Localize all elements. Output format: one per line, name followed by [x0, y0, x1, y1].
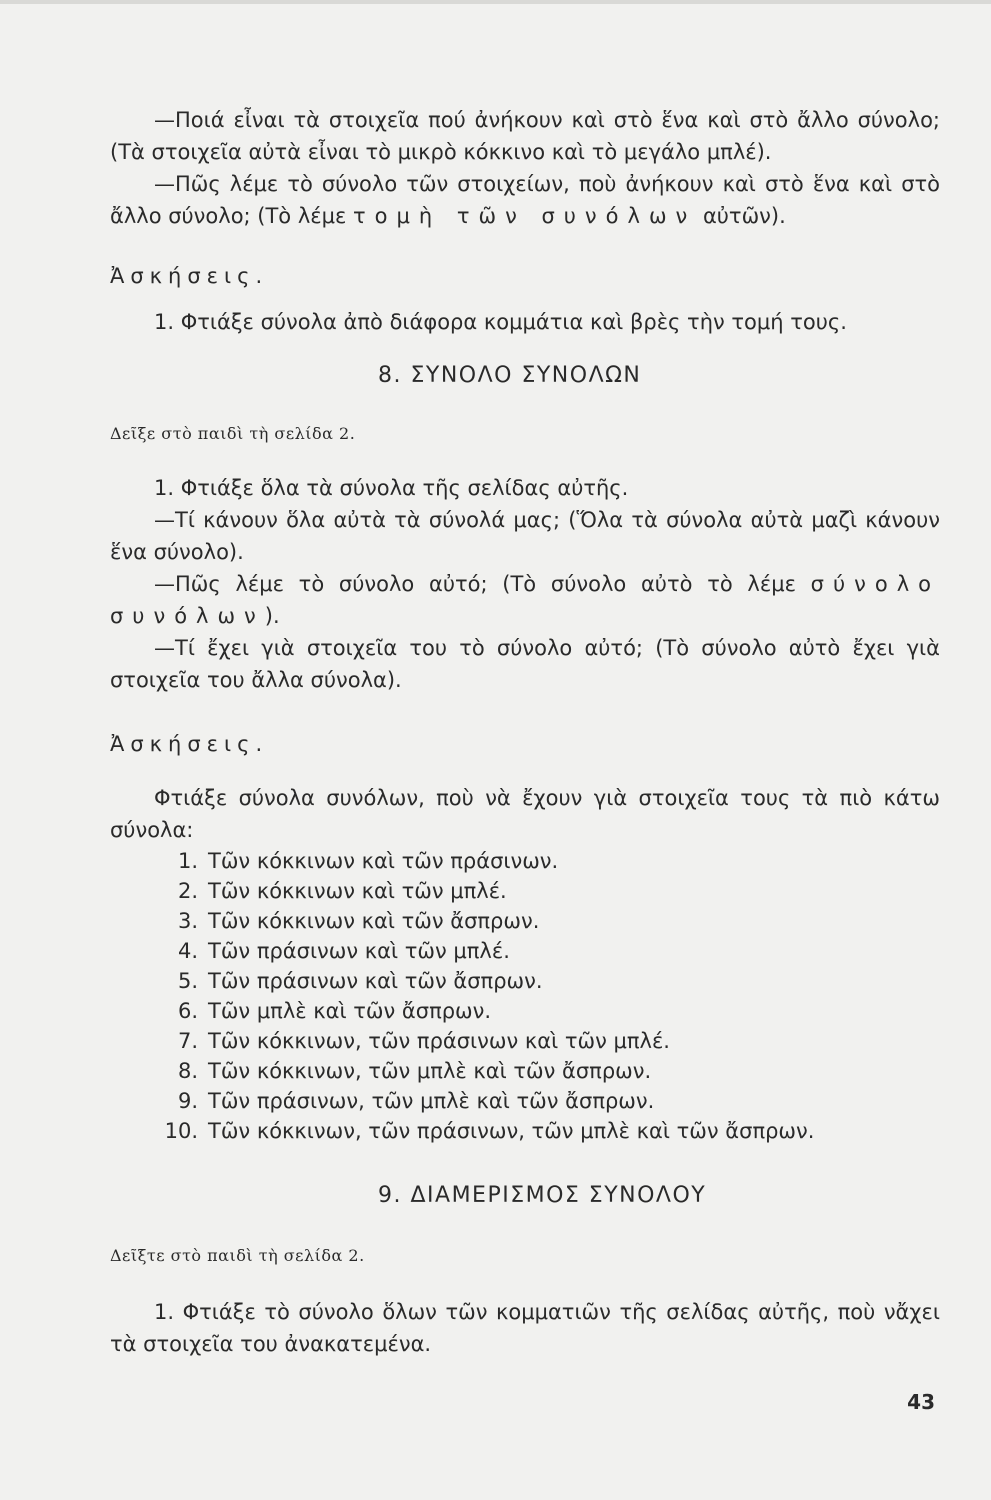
list-item-text: Τῶν μπλὲ καὶ τῶν ἄσπρων.	[208, 999, 492, 1023]
list-item	[110, 876, 940, 906]
section-heading: 9. ΔΙΑΜΕΡΙΣΜΟΣ ΣΥΝΟΛΟΥ	[378, 1183, 707, 1208]
list-item-number: 2.	[177, 879, 198, 903]
list-item-number: 6.	[177, 999, 198, 1023]
text-run: ).	[264, 604, 280, 628]
list-item-text: Τῶν πράσινων καὶ τῶν μπλέ.	[208, 939, 510, 963]
paragraph-question: —Ποιά εἶναι τὰ στοιχεῖα πού ἀνήκουν καὶ στὸ ἕνα καὶ στὸ ἄλλο σύνολο; (Τὰ στοιχεῖα αὐτὰ εἶναι τὸ μικρὸ κόκκινο καὶ τὸ μεγάλο μπλέ).	[110, 108, 940, 164]
instruction-show-child: Δεῖξτε στὸ παιδὶ τὴ σελίδα 2.	[110, 1246, 365, 1265]
text-run: αὐτῶν).	[696, 204, 786, 228]
set-list	[110, 846, 940, 1146]
exercise-item: 1. Φτιάξε σύνολα ἀπὸ διάφορα κομμάτια καὶ βρὲς τὴν τομή τους.	[154, 310, 847, 334]
list-item-text: Τῶν κόκκινων, τῶν μπλὲ καὶ τῶν ἄσπρων.	[208, 1059, 652, 1083]
list-item-text: Τῶν κόκκινων καὶ τῶν πράσινων.	[208, 849, 559, 873]
page-number: 43	[907, 1390, 935, 1414]
paragraph-question	[110, 568, 940, 632]
list-item	[110, 996, 940, 1026]
list-item	[110, 906, 940, 936]
list-item-number: 8.	[177, 1059, 198, 1083]
paragraph-question	[110, 168, 940, 232]
page-top-edge	[0, 0, 991, 4]
list-item-text: Τῶν κόκκινων, τῶν πράσινων, τῶν μπλὲ καὶ τῶν ἄσπρων.	[208, 1119, 815, 1143]
page-body	[110, 98, 940, 1360]
list-item-number: 3.	[177, 909, 198, 933]
list-item-number: 5.	[177, 969, 198, 993]
list-item	[110, 1116, 940, 1146]
list-item-number: 7.	[177, 1029, 198, 1053]
list-item-text: Τῶν πράσινων, τῶν μπλὲ καὶ τῶν ἄσπρων.	[208, 1089, 655, 1113]
exercise-item: 1. Φτιάξε τὸ σύνολο ὅλων τῶν κομματιῶν τῆς σελίδας αὐτῆς, ποὺ νἄχει τὰ στοιχεῖα του ἀνακατεμένα.	[110, 1300, 940, 1356]
text-run: —Πῶς λέμε τὸ σύνολο τῶν στοιχείων, ποὺ ἀνήκουν καὶ στὸ ἕνα καὶ στὸ ἄλλο σύνολο; (Τὸ λέμε	[110, 172, 940, 228]
exercise-item: 1. Φτιάξε ὅλα τὰ σύνολα τῆς σελίδας αὐτῆς.	[154, 476, 629, 500]
paragraph-question: —Τί ἔχει γιὰ στοιχεῖα του τὸ σύνολο αὐτό; (Τὸ σύνολο αὐτὸ ἔχει γιὰ στοιχεῖα του ἄλλα σύνολα).	[110, 636, 940, 692]
list-item-text: Τῶν πράσινων καὶ τῶν ἄσπρων.	[208, 969, 543, 993]
list-item-text: Τῶν κόκκινων καὶ τῶν μπλέ.	[208, 879, 507, 903]
spaced-term: τομὴ τῶν συνόλων	[353, 204, 697, 228]
text-run: —Πῶς λέμε τὸ σύνολο αὐτό; (Τὸ σύνολο αὐτὸ τὸ λέμε	[154, 572, 811, 596]
list-item	[110, 1026, 940, 1056]
section-heading: 8. ΣΥΝΟΛΟ ΣΥΝΟΛΩΝ	[378, 363, 642, 388]
list-item	[110, 1086, 940, 1116]
paragraph-question: —Τί κάνουν ὅλα αὐτὰ τὰ σύνολά μας; (Ὅλα τὰ σύνολα αὐτὰ μαζὶ κάνουν ἕνα σύνολο).	[110, 508, 940, 564]
list-item-text: Τῶν κόκκινων καὶ τῶν ἄσπρων.	[208, 909, 540, 933]
list-item	[110, 846, 940, 876]
exercise-intro: Φτιάξε σύνολα συνόλων, ποὺ νὰ ἔχουν γιὰ στοιχεῖα τους τὰ πιὸ κάτω σύνολα:	[110, 786, 940, 842]
list-item	[110, 966, 940, 996]
instruction-show-child: Δεῖξε στὸ παιδὶ τὴ σελίδα 2.	[110, 424, 356, 443]
exercises-label: Ἀσκήσεις.	[110, 264, 269, 288]
list-item-number: 1.	[177, 849, 198, 873]
list-item	[110, 1056, 940, 1086]
list-item-number: 4.	[177, 939, 198, 963]
list-item	[110, 936, 940, 966]
exercises-label: Ἀσκήσεις.	[110, 732, 269, 756]
list-item-number: 9.	[177, 1089, 198, 1113]
spaced-term: σύνολο συνόλων	[110, 572, 940, 628]
list-item-number: 10.	[164, 1119, 198, 1143]
list-item-text: Τῶν κόκκινων, τῶν πράσινων καὶ τῶν μπλέ.	[208, 1029, 670, 1053]
